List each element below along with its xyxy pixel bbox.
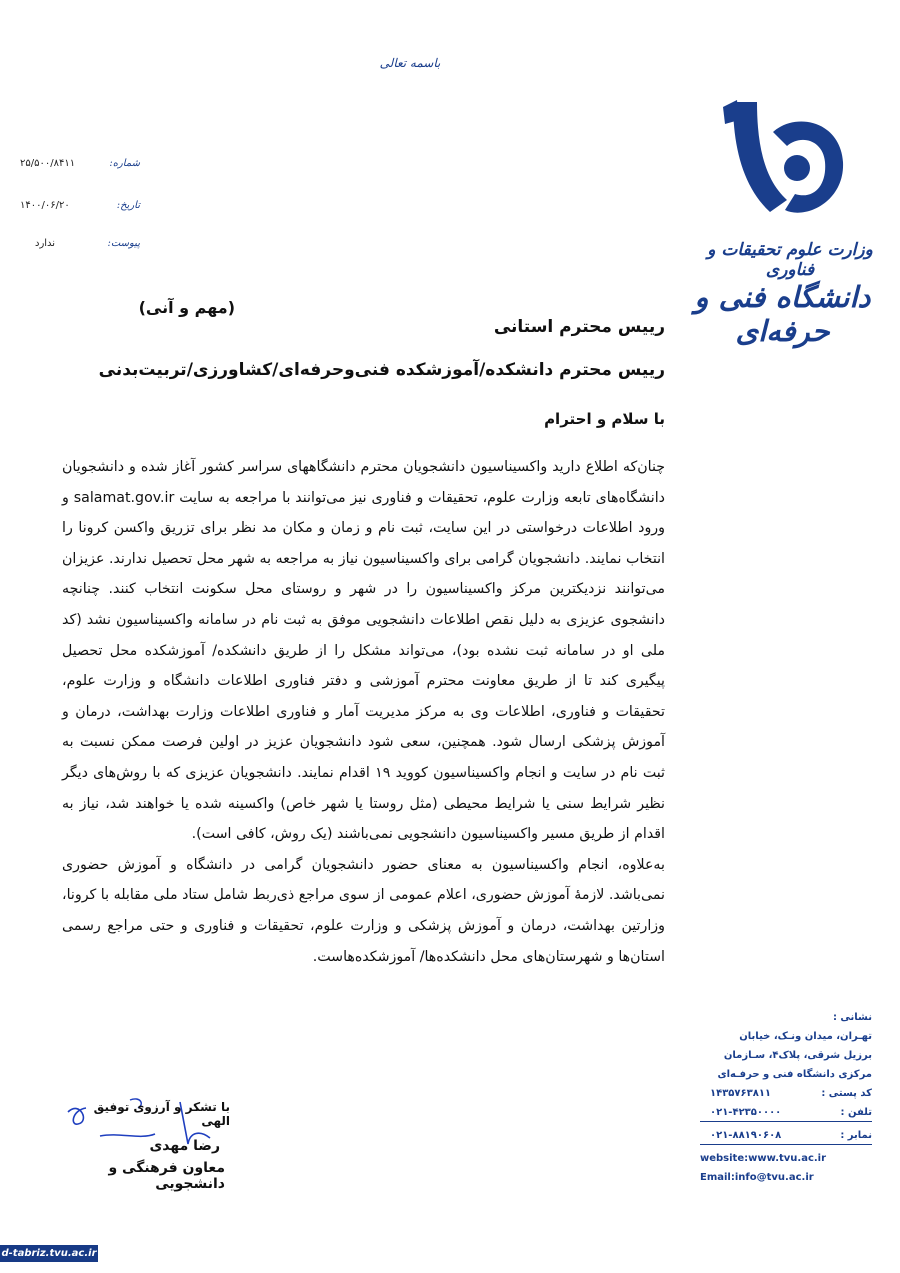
university-name: دانشگاه فنی و حرفه‌ای [694, 280, 871, 348]
closing-text: با تشکر و آرزوی توفیق الهی [93, 1100, 230, 1128]
letter-date-row [20, 200, 140, 218]
phone-row [700, 1103, 872, 1122]
university-logo [715, 92, 855, 232]
letter-date-value: ۱۴۰۰/۰۶/۲۰ [20, 200, 70, 211]
signer-title: معاون فرهنگی و دانشجویی [108, 1160, 225, 1192]
letter-attachment-value: ندارد [35, 238, 56, 249]
postal-code-row [700, 1084, 872, 1103]
source-watermark: d-tabriz.tvu.ac.ir [0, 1245, 98, 1262]
fax-value: ۰۲۱-۸۸۱۹۰۶۰۸ [710, 1130, 782, 1141]
letter-attachment-row [20, 238, 140, 256]
letter-number-label: شماره: [109, 158, 140, 169]
letter-date-label: تاریخ: [116, 200, 140, 211]
email-link[interactable]: Email:info@tvu.ac.ir [700, 1172, 814, 1183]
address-line-3: مرکزی دانشگاه فنی و حرفـه‌ای [717, 1069, 872, 1080]
address-label: نشانی : [832, 1012, 872, 1023]
recipient-line-2: رییس محترم دانشکده/آموزشکده فنی‌وحرفه‌ای/کشاورزی/تربیت‌بدنی [98, 360, 665, 380]
invocation-text: باسمه تعالی [379, 56, 441, 70]
letter-number-row [20, 158, 140, 176]
address-line-2: برزیل شرقی، پلاک۴، سـازمان [723, 1050, 872, 1061]
body-paragraph-2: به‌علاوه، انجام واکسیناسیون به معنای حضور دانشجویان گرامی در دانشگاه و آموزش حضوری نمی‌باشد. لازمهٔ آموزش حضوری، اعلام عمومی از سوی مراجع ذی‌ربط شامل ستاد ملی مقابله با کرونا، وزارتین بهداشت، درمان و آموزش پزشکی و وزارت علوم، تحقیقات و فناوری و حتی مراجع رسمی استان‌ها و شهرستان‌های محل دانشکده‌ها/ آموزشکده‌هاست. [62, 856, 665, 965]
address-block [700, 1008, 872, 1187]
postal-code-value: ۱۴۳۵۷۶۳۸۱۱ [710, 1088, 772, 1099]
urgency-note: (مهم و آنی) [138, 298, 235, 317]
signer-name: رضا مهدی [149, 1138, 220, 1154]
body-paragraph-1: چنان‌که اطلاع دارید واکسیناسیون دانشجویان محترم دانشگاههای سراسر کشور آغاز شده و دانشجویان دانشگاه‌های تابعه وزارت علوم، تحقیقات و فناوری نیز می‌توانند با مراجعه به سایت salamat.gov.ir و ورود اطلاعات درخواستی در این سایت، ثبت نام و زمان و مکان مد نظر برای تزریق واکسن کرونا را انتخاب نمایند. دانشجویان گرامی برای واکسیناسیون نیاز به مراجعه به شهر محل تحصیل ندارند. عزیزان می‌توانند نزدیکترین مرکز واکسیناسیون را در شهر و روستای محل سکونت انتخاب کنند. چنانچه دانشجوی عزیزی به دلیل نقص اطلاعات دانشجویی موفق به ثبت نام در سامانه واکسیناسیون نشد (کد ملی او در سامانه ثبت نشده بود)، می‌تواند مشکل را از طریق دانشکده/ آموزشکده محل تحصیل پیگیری کند تا از طریق معاونت محترم آموزشی و دفتر فناوری اطلاعات دانشگاه و وزارت علوم، تحقیقات و فناوری، اطلاعات وی به مرکز مدیریت آمار و فناوری اطلاعات وزارت بهداشت، درمان و آموزش پزشکی ارسال شود. همچنین، سعی شود دانشجویان عزیز در اولین فرصت ممکن نسبت به ثبت نام در سایت و انجام واکسیناسیون کووید ۱۹ اقدام نمایند. دانشجویان عزیزی که با روش‌های دیگر نظیر شرایط سنی یا شرایط محیطی (مثل روستا یا شهر خاص) واکسینه شده یا خواهند شد، نیاز به اقدام از طریق مسیر واکسیناسیون دانشجویی نمی‌باشند (یک روش، کافی است). [62, 459, 665, 843]
letter-body [62, 452, 665, 972]
postal-code-label: کد پستی : [821, 1088, 872, 1099]
letter-number-value: ۲۵/۵۰۰/۸۴۱۱ [20, 158, 76, 169]
ministry-name: وزارت علوم تحقیقات و فناوری [707, 240, 873, 280]
address-line-1: تهـران، میدان ونـک، خیابان [739, 1031, 872, 1042]
letter-attachment-label: پیوست: [107, 238, 140, 249]
fax-row [700, 1126, 872, 1145]
website-link[interactable]: website:www.tvu.ac.ir [700, 1153, 827, 1164]
phone-label: تلفن : [840, 1107, 872, 1118]
fax-label: نمابر : [840, 1130, 872, 1141]
recipient-line-1: رییس محترم استانی [493, 317, 665, 337]
phone-value: ۰۲۱-۴۲۳۵۰۰۰۰ [710, 1107, 782, 1118]
greeting: با سلام و احترام [544, 410, 665, 428]
